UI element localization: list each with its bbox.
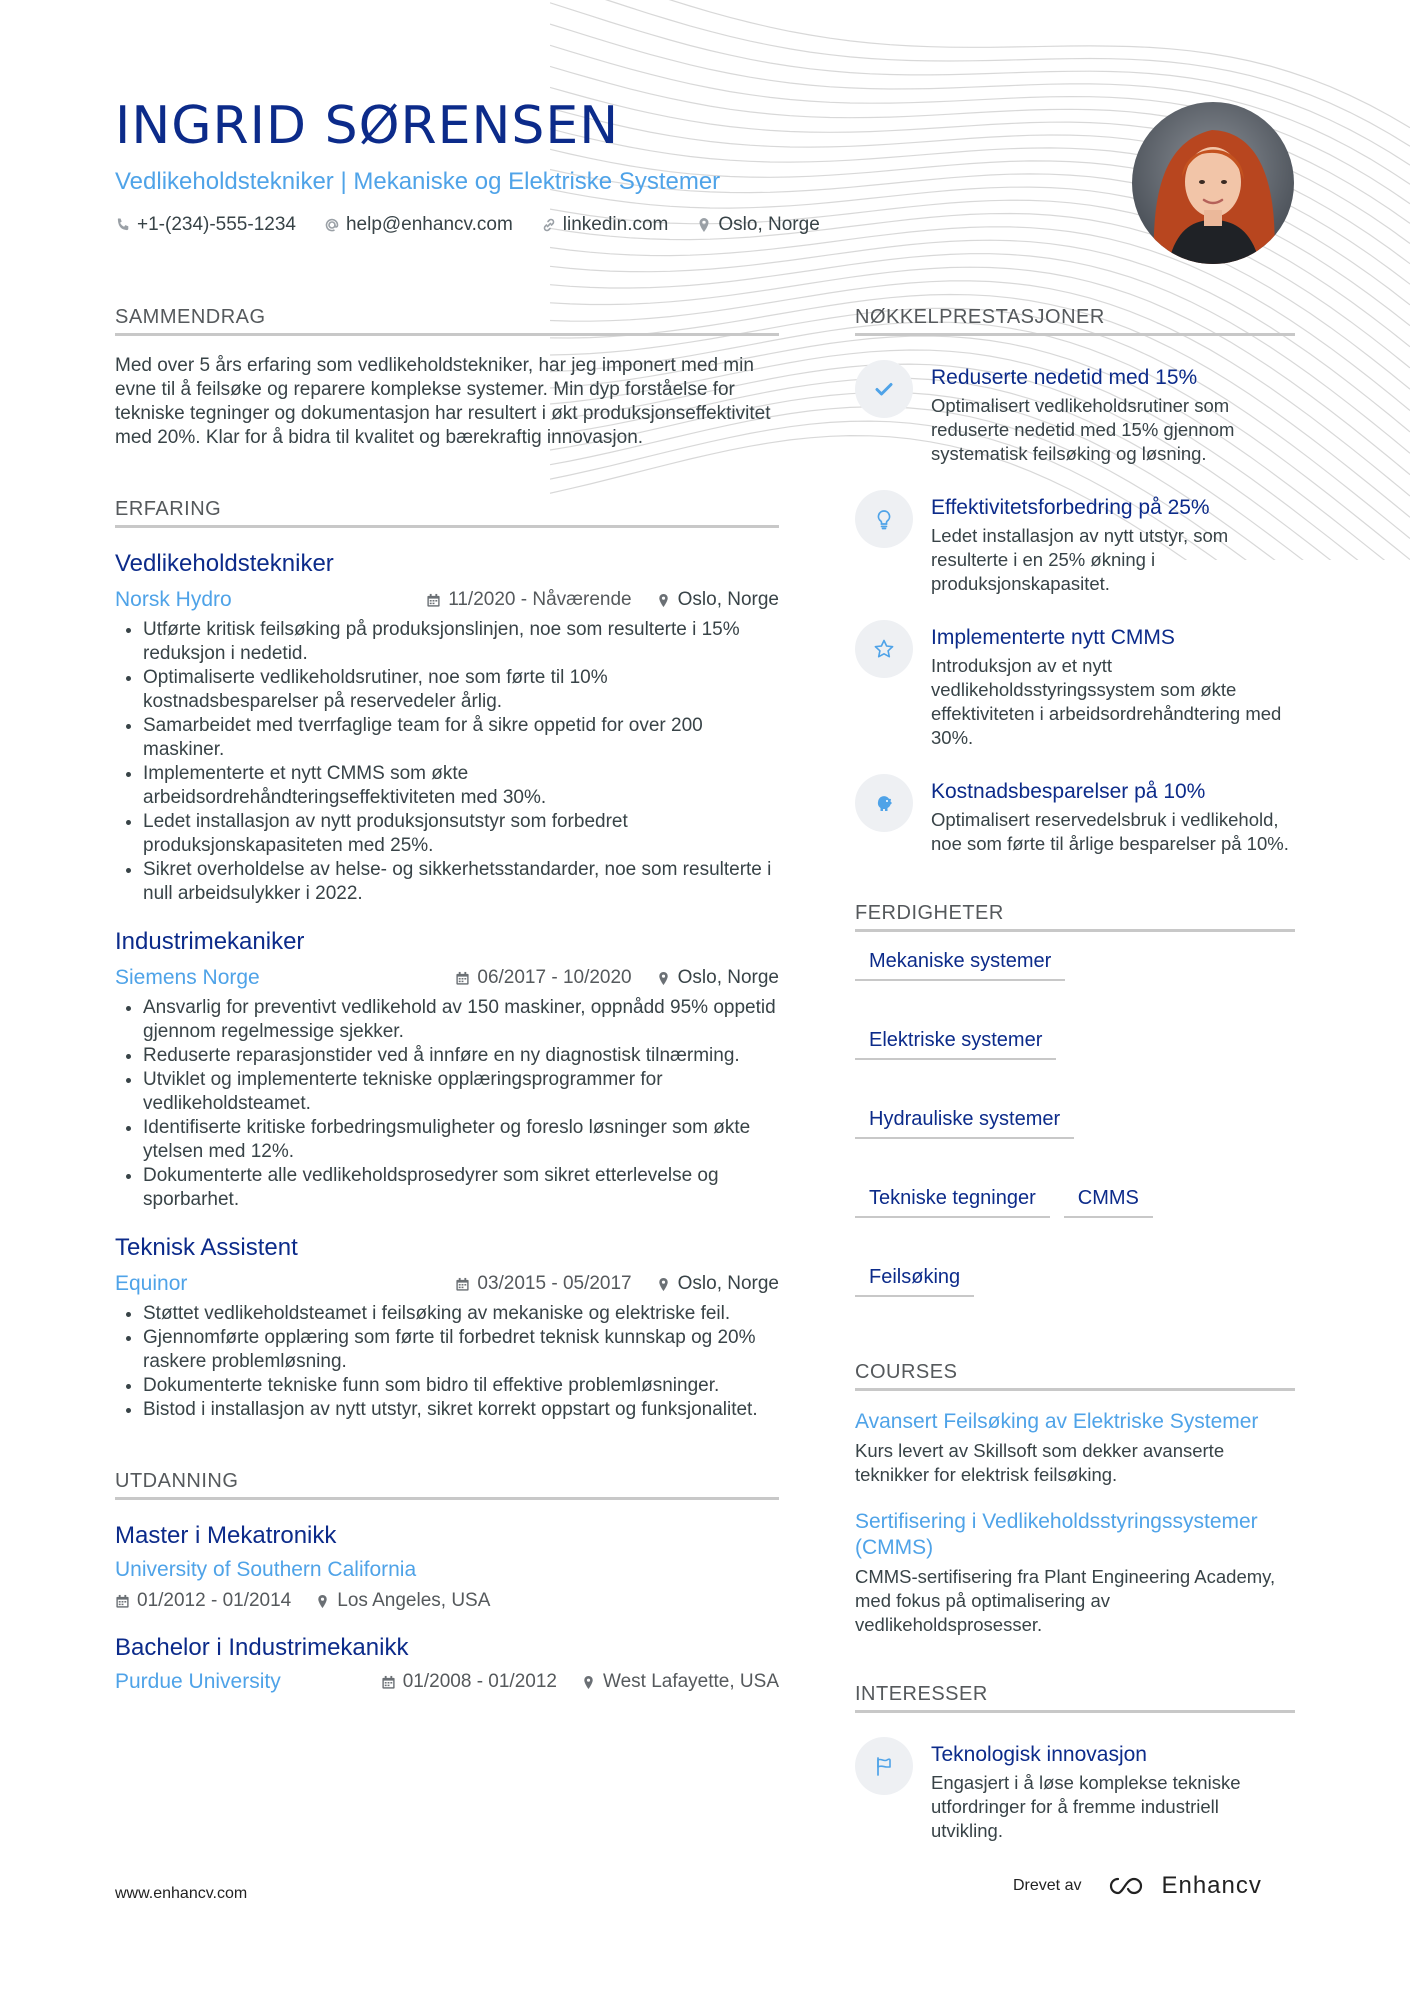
job-entry <box>115 1234 779 1422</box>
bullet-item: • Støttet vedlikeholdsteamet i feilsøking av mekaniske og elektriske feil. <box>143 1302 779 1326</box>
contact-location <box>696 214 819 236</box>
calendar-icon <box>455 1277 470 1292</box>
course-description: CMMS-sertifisering fra Plant Engineering Academy, med fokus på optimalisering av vedlikeholdsprosesser. <box>855 1566 1276 1635</box>
bullet-item: • Reduserte reparasjonstider ved å innføre en ny diagnostisk tilnærming. <box>143 1044 779 1068</box>
job-location <box>656 1273 779 1295</box>
star-icon <box>873 638 895 660</box>
experience-section <box>115 498 779 1422</box>
profile-portrait-illustration <box>1132 102 1294 264</box>
achievements-heading: NØKKELPRESTASJONER <box>855 306 1295 336</box>
course-title: Sertifisering i Vedlikeholdsstyringssystemer (CMMS) <box>855 1510 1258 1559</box>
bullet-item: • Implementerte et nytt CMMS som økte arbeidsordrehåndteringseffektiviteten med 30%. <box>143 762 779 810</box>
footer-website[interactable]: www.enhancv.com <box>115 1885 248 1902</box>
education-dates <box>115 1590 291 1612</box>
footer-branding <box>1013 1872 1262 1900</box>
job-dates <box>426 589 631 611</box>
achievement-icon-wrap <box>855 620 913 678</box>
left-column <box>115 306 779 1694</box>
skills-section <box>855 902 1295 1297</box>
bullet-item: • Utviklet og implementerte tekniske opplæringsprogrammer for vedlikeholdsteamet. <box>143 1068 779 1116</box>
job-dates-text: 03/2015 - 05/2017 <box>477 1273 632 1294</box>
course-item <box>855 1509 1295 1637</box>
job-bullets <box>115 618 779 906</box>
education-location <box>315 1590 490 1612</box>
candidate-name: INGRID SØRENSEN <box>115 96 620 156</box>
job-dates-text: 11/2020 - Nåværende <box>448 589 632 610</box>
job-location <box>656 967 779 989</box>
contact-info <box>115 214 1095 236</box>
education-location-text: Los Angeles, USA <box>337 1590 491 1611</box>
education-dates-text: 01/2008 - 01/2012 <box>402 1671 557 1692</box>
course-title: Avansert Feilsøking av Elektriske Systemer <box>855 1410 1259 1433</box>
email-text: help@enhancv.com <box>345 214 513 235</box>
job-dates-text: 06/2017 - 10/2020 <box>477 967 632 988</box>
contact-phone[interactable] <box>115 214 296 236</box>
bullet-item: • Utførte kritisk feilsøking på produksjonslinjen, noe som resulterte i 15% reduksjon i nedetid. <box>143 618 779 666</box>
bullet-item: • Dokumenterte tekniske funn som bidro til effektive problemløsninger. <box>143 1374 779 1398</box>
degree-title: Master i Mekatronikk <box>115 1522 337 1549</box>
contact-email[interactable] <box>324 214 513 236</box>
location-text: Oslo, Norge <box>718 214 820 235</box>
at-sign-icon <box>324 217 340 233</box>
courses-section <box>855 1361 1295 1637</box>
job-dates <box>455 967 631 989</box>
course-item <box>855 1409 1295 1487</box>
achievement-item <box>855 490 1295 596</box>
bullet-item: • Gjennomførte opplæring som førte til forbedret teknisk kunnskap og 20% raskere problemløsning. <box>143 1326 779 1374</box>
school-name: University of Southern California <box>115 1558 417 1581</box>
job-location <box>656 589 779 611</box>
calendar-icon <box>381 1675 396 1690</box>
achievement-icon-wrap <box>855 360 913 418</box>
job-entry <box>115 550 779 906</box>
candidate-headline: Vedlikeholdstekniker | Mekaniske og Elektriske Systemer <box>115 168 721 195</box>
interest-item <box>855 1737 1295 1843</box>
interest-description: Engasjert i å løse komplekse tekniske utfordringer for å fremme industriell utvikling. <box>931 1772 1241 1841</box>
checkmark-icon <box>873 378 895 400</box>
courses-heading: COURSES <box>855 1361 1295 1391</box>
bullet-item: • Optimaliserte vedlikeholdsrutiner, noe som førte til 10% kostnadsbesparelser på reservedeler årlig. <box>143 666 779 714</box>
bullet-item: • Identifiserte kritiske forbedringsmuligheter og foreslo løsninger som økte ytelsen med 12%. <box>143 1116 779 1164</box>
link-icon <box>541 217 557 233</box>
piggy-bank-icon <box>873 792 895 814</box>
right-column <box>855 306 1295 1843</box>
company-name: Norsk Hydro <box>115 588 232 611</box>
job-title: Industrimekaniker <box>115 928 305 955</box>
skill-tag: Feilsøking <box>855 1266 974 1297</box>
education-heading: UTDANNING <box>115 1470 779 1500</box>
achievement-item <box>855 774 1295 856</box>
achievement-icon-wrap <box>855 774 913 832</box>
summary-section <box>115 306 779 450</box>
location-pin-icon <box>315 1594 330 1609</box>
achievement-title: Implementerte nytt CMMS <box>931 626 1175 649</box>
calendar-icon <box>115 1594 130 1609</box>
skill-tag: Hydrauliske systemer <box>855 1108 1074 1139</box>
achievement-icon-wrap <box>855 490 913 548</box>
contact-linkedin[interactable] <box>541 214 669 236</box>
location-pin-icon <box>581 1675 596 1690</box>
achievement-description: Optimalisert reservedelsbruk i vedlikehold, noe som førte til årlige besparelser på 10%. <box>931 809 1289 854</box>
interests-section <box>855 1683 1295 1843</box>
job-title: Teknisk Assistent <box>115 1234 298 1261</box>
powered-by-label: Drevet av <box>1013 1877 1082 1894</box>
interest-icon-wrap <box>855 1737 913 1795</box>
resume-header <box>115 96 1095 236</box>
location-pin-icon <box>656 1277 671 1292</box>
bullet-item: • Bistod i installasjon av nytt utstyr, sikret korrekt oppstart og funksjonalitet. <box>143 1398 779 1422</box>
job-location-text: Oslo, Norge <box>677 1273 779 1294</box>
education-location-text: West Lafayette, USA <box>602 1671 779 1692</box>
education-dates-text: 01/2012 - 01/2014 <box>137 1590 292 1611</box>
achievement-item <box>855 620 1295 750</box>
achievement-description: Optimalisert vedlikeholdsrutiner som reduserte nedetid med 15% gjennom systematisk feilsøking og løsning. <box>931 395 1235 464</box>
job-location-text: Oslo, Norge <box>677 589 779 610</box>
job-title: Vedlikeholdstekniker <box>115 550 334 577</box>
linkedin-text: linkedin.com <box>562 214 669 235</box>
achievements-section <box>855 306 1295 856</box>
skills-heading: FERDIGHETER <box>855 902 1295 932</box>
company-name: Equinor <box>115 1272 188 1295</box>
skills-list <box>855 950 1295 1297</box>
achievement-title: Reduserte nedetid med 15% <box>931 366 1198 389</box>
achievement-description: Ledet installasjon av nytt utstyr, som resulterte i en 25% økning i produksjonskapasitet. <box>931 525 1229 594</box>
experience-heading: ERFARING <box>115 498 779 528</box>
achievement-item <box>855 360 1295 466</box>
job-bullets <box>115 1302 779 1422</box>
education-entry <box>115 1634 779 1694</box>
calendar-icon <box>455 971 470 986</box>
bullet-item: • Sikret overholdelse av helse- og sikkerhetsstandarder, noe som resulterte i null arbeidsulykker i 2022. <box>143 858 779 906</box>
summary-text: Med over 5 års erfaring som vedlikeholdstekniker, har jeg imponert med min evne til å feilsøke og reparere komplekse systemer. Min dyp forståelse for tekniske tegninger og dokumentasjon har resultert i økt produksjonseffektivitet med 20%. Klar for å bidra til kvalitet og bærekraftig innovasjon. <box>115 355 771 448</box>
summary-heading: SAMMENDRAG <box>115 306 779 336</box>
location-pin-icon <box>656 593 671 608</box>
job-location-text: Oslo, Norge <box>677 967 779 988</box>
degree-title: Bachelor i Industrimekanikk <box>115 1634 409 1661</box>
profile-photo <box>1132 102 1294 264</box>
brand-logo[interactable] <box>1107 1872 1261 1900</box>
calendar-icon <box>426 593 441 608</box>
bullet-item: • Ansvarlig for preventivt vedlikehold av 150 maskiner, oppnådd 95% oppetid gjennom regelmessige sjekker. <box>143 996 779 1044</box>
skill-tag: CMMS <box>1064 1187 1153 1218</box>
flag-icon <box>873 1755 895 1777</box>
education-dates <box>381 1671 557 1693</box>
course-description: Kurs levert av Skillsoft som dekker avanserte teknikker for elektrisk feilsøking. <box>855 1440 1225 1485</box>
interest-title: Teknologisk innovasjon <box>931 1743 1147 1766</box>
phone-text: +1-(234)-555-1234 <box>137 214 296 235</box>
location-pin-icon <box>696 217 712 233</box>
job-bullets <box>115 996 779 1212</box>
phone-icon <box>115 217 131 233</box>
job-dates <box>455 1273 631 1295</box>
bullet-item: • Samarbeidet med tverrfaglige team for å sikre oppetid for over 200 maskiner. <box>143 714 779 762</box>
skill-tag: Tekniske tegninger <box>855 1187 1050 1218</box>
achievement-title: Effektivitetsforbedring på 25% <box>931 496 1210 519</box>
location-pin-icon <box>656 971 671 986</box>
interests-heading: INTERESSER <box>855 1683 1295 1713</box>
enhancv-logo-icon <box>1107 1875 1151 1897</box>
job-entry <box>115 928 779 1212</box>
skill-tag: Elektriske systemer <box>855 1029 1056 1060</box>
lightbulb-icon <box>873 508 895 530</box>
education-entry <box>115 1522 779 1612</box>
bullet-item: • Ledet installasjon av nytt produksjonsutstyr som forbedret produksjonskapasiteten med 25%. <box>143 810 779 858</box>
achievement-title: Kostnadsbesparelser på 10% <box>931 780 1206 803</box>
company-name: Siemens Norge <box>115 966 260 989</box>
education-location <box>581 1671 779 1693</box>
education-section <box>115 1470 779 1694</box>
bullet-item: • Dokumenterte alle vedlikeholdsprosedyrer som sikret etterlevelse og sporbarhet. <box>143 1164 779 1212</box>
school-name: Purdue University <box>115 1670 281 1693</box>
brand-name: Enhancv <box>1161 1872 1262 1899</box>
skill-tag: Mekaniske systemer <box>855 950 1065 981</box>
achievement-description: Introduksjon av et nytt vedlikeholdsstyringssystem som økte effektiviteten i arbeidsordrehåndtering med 30%. <box>931 655 1282 748</box>
